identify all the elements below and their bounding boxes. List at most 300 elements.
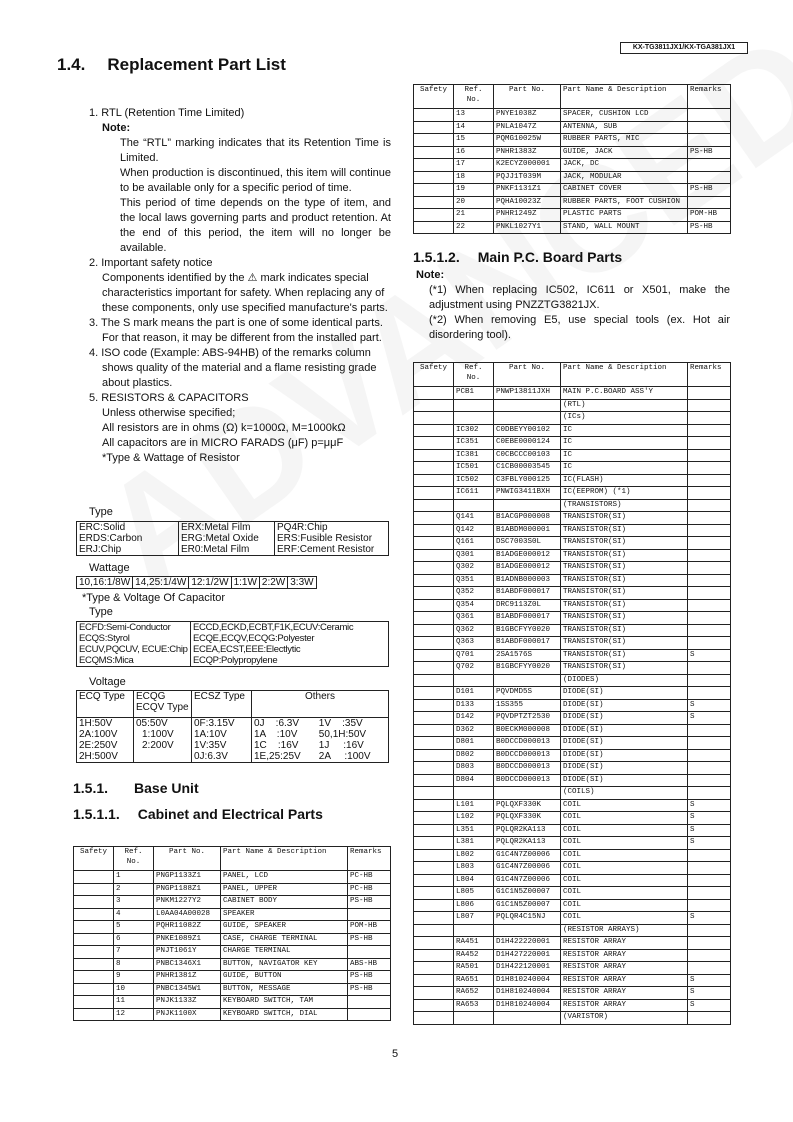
cell-description: (RESISTOR ARRAYS) [561, 924, 688, 937]
cell-safety [414, 159, 454, 172]
cell-description: BUTTON, NAVIGATOR KEY [221, 958, 348, 971]
cell-remarks [688, 487, 731, 500]
table-row [414, 899, 731, 912]
cell-remarks: PC-HB [348, 871, 391, 884]
cell-ref: RA501 [454, 962, 494, 975]
cell-description: (DIODES) [561, 674, 688, 687]
cell-remarks [688, 587, 731, 600]
col-ref: Ref. No. [454, 85, 494, 109]
cell-safety [414, 209, 454, 222]
cell-part-no: B0ECKM000008 [494, 724, 561, 737]
cell-safety [414, 887, 454, 900]
cell-part-no: PNHR1383Z [494, 146, 561, 159]
cell-remarks: S [688, 649, 731, 662]
cell-ref: D802 [454, 749, 494, 762]
cell-part-no: PQHA10023Z [494, 196, 561, 209]
cell-ref: 13 [454, 109, 494, 122]
cell-safety [414, 449, 454, 462]
table-row [414, 974, 731, 987]
cell-description: TRANSISTOR(SI) [561, 662, 688, 675]
cell-remarks [688, 134, 731, 147]
cell-ref: 5 [114, 921, 154, 934]
cell-remarks [688, 549, 731, 562]
base-unit-heading [73, 780, 199, 796]
cell-part-no: B1GBCFYY0020 [494, 624, 561, 637]
cell-ref [454, 412, 494, 425]
table-row [414, 574, 731, 587]
voltage-col: 0J :6.3V 1A :10V 1C :16V 1E,25:25V [252, 718, 317, 763]
cell-ref: 7 [114, 946, 154, 959]
cell-description: DIODE(SI) [561, 699, 688, 712]
cell-remarks [688, 462, 731, 475]
table-row [414, 999, 731, 1012]
cell-description: COIL [561, 849, 688, 862]
cell-ref: D362 [454, 724, 494, 737]
table-row [414, 612, 731, 625]
table-row [414, 774, 731, 787]
cell-remarks: POM-HB [688, 209, 731, 222]
cell-description: COIL [561, 837, 688, 850]
table-row [414, 537, 731, 550]
table-row [414, 449, 731, 462]
cell-remarks [688, 962, 731, 975]
cell-part-no: B1ABDF000017 [494, 612, 561, 625]
cell-safety [414, 674, 454, 687]
cell-safety [414, 862, 454, 875]
cell-ref: IC502 [454, 474, 494, 487]
heading-number: 1.5.1. [73, 780, 109, 796]
section-heading [57, 55, 286, 75]
cell-part-no: G1C1N5Z00007 [494, 887, 561, 900]
cell-ref: L351 [454, 824, 494, 837]
cell-remarks: PS-HB [688, 184, 731, 197]
cell-description: COIL [561, 812, 688, 825]
cell-remarks: PS-HB [348, 983, 391, 996]
cell-ref: D801 [454, 737, 494, 750]
cell-description: COIL [561, 862, 688, 875]
table-row [414, 134, 731, 147]
cell-description: TRANSISTOR(SI) [561, 537, 688, 550]
cell-description: RUBBER PARTS, FOOT CUSHION [561, 196, 688, 209]
cell-remarks: ABS-HB [348, 958, 391, 971]
table-row [74, 896, 391, 909]
cell-remarks [688, 687, 731, 700]
cell-ref: Q354 [454, 599, 494, 612]
cell-description: DIODE(SI) [561, 712, 688, 725]
table-row [414, 437, 731, 450]
cell-description: IC [561, 449, 688, 462]
table-row [414, 949, 731, 962]
cell-safety [414, 549, 454, 562]
cell-remarks: S [688, 824, 731, 837]
table-row [414, 412, 731, 425]
cell-safety [414, 749, 454, 762]
resistor-type-col: ERX:Metal Film ERG:Metal Oxide ER0:Metal Film [179, 522, 275, 556]
cell-remarks: PS-HB [348, 933, 391, 946]
capacitor-type-right: ECCD,ECKD,ECBT,F1K,ECUV:Ceramic ECQE,ECQV,ECQG:Polyester ECEA,ECST,EEE:Electlytic ECQP:Polypropylene [191, 622, 389, 667]
cell-description: CASE, CHARGE TERMINAL [221, 933, 348, 946]
cell-ref: 1 [114, 871, 154, 884]
cell-description: CHARGE TERMINAL [221, 946, 348, 959]
note-line: (*2) When removing E5, use special tools (ex. Hot air disordering tool). [429, 314, 730, 341]
cell-part-no: B0DCCD000013 [494, 774, 561, 787]
col-part: Part No. [154, 847, 221, 871]
table-row [414, 699, 731, 712]
cell-description: CABINET BODY [221, 896, 348, 909]
cell-remarks: S [688, 837, 731, 850]
cell-description: (COILS) [561, 787, 688, 800]
table-row [414, 487, 731, 500]
cell-safety [414, 649, 454, 662]
voltage-col: 1H:50V 2A:100V 2E:250V 2H:500V [77, 718, 134, 763]
cell-description: IC(FLASH) [561, 474, 688, 487]
cell-remarks: S [688, 799, 731, 812]
cell-safety [74, 883, 114, 896]
voltage-header: ECSZ Type [192, 691, 252, 718]
table-row [414, 937, 731, 950]
heading-number: 1.5.1.2. [413, 249, 460, 265]
cell-part-no: PQLQR2KA113 [494, 837, 561, 850]
cell-safety [414, 462, 454, 475]
cell-remarks [688, 524, 731, 537]
cell-safety [414, 899, 454, 912]
table-row [414, 121, 731, 134]
cell-ref [454, 787, 494, 800]
cell-remarks [688, 537, 731, 550]
cell-description: (TRANSISTORS) [561, 499, 688, 512]
cell-safety [74, 933, 114, 946]
cell-safety [414, 437, 454, 450]
table-row [74, 1008, 391, 1021]
cell-part-no: PNHR1381Z [154, 971, 221, 984]
table-row [414, 749, 731, 762]
cell-description: RESISTOR ARRAY [561, 974, 688, 987]
cell-safety [414, 524, 454, 537]
cell-safety [414, 662, 454, 675]
cell-ref: Q301 [454, 549, 494, 562]
cell-description: DIODE(SI) [561, 774, 688, 787]
cell-description: IC(EEPROM) (*1) [561, 487, 688, 500]
cell-remarks [348, 1008, 391, 1021]
cell-ref: RA452 [454, 949, 494, 962]
cell-remarks [688, 562, 731, 575]
note-1-title: 1. RTL (Retention Time Limited) [89, 107, 245, 119]
cell-ref: L803 [454, 862, 494, 875]
cell-description: RUBBER PARTS, MIC [561, 134, 688, 147]
voltage-col: 05:50V 1:100V 2:200V [134, 718, 192, 763]
cell-ref: 18 [454, 171, 494, 184]
table-row [414, 624, 731, 637]
cell-remarks [688, 574, 731, 587]
cell-ref [454, 674, 494, 687]
cell-remarks [688, 662, 731, 675]
cell-remarks [688, 787, 731, 800]
col-remarks: Remarks [348, 847, 391, 871]
table-row [74, 946, 391, 959]
voltage-label: Voltage [89, 676, 126, 688]
cell-part-no: B0DCCD000013 [494, 749, 561, 762]
cell-part-no: PQLQR4C15NJ [494, 912, 561, 925]
cell-part-no: B0DCCD000013 [494, 737, 561, 750]
table-row [414, 812, 731, 825]
cell-safety [414, 412, 454, 425]
cell-ref: 10 [114, 983, 154, 996]
wattage-cell: 14,25:1/4W [133, 577, 189, 589]
cell-safety [74, 1008, 114, 1021]
cell-safety [414, 799, 454, 812]
cell-description: COIL [561, 874, 688, 887]
cell-ref: Q141 [454, 512, 494, 525]
cell-remarks: S [688, 974, 731, 987]
cell-part-no: PNKM1227Y2 [154, 896, 221, 909]
cell-safety [414, 699, 454, 712]
table-row [414, 824, 731, 837]
cell-part-no: PNBC1346X1 [154, 958, 221, 971]
cell-description: IC [561, 462, 688, 475]
note-label: Note: [416, 269, 445, 281]
cell-description: TRANSISTOR(SI) [561, 587, 688, 600]
table-row [414, 987, 731, 1000]
cell-description: DIODE(SI) [561, 749, 688, 762]
cell-safety [414, 874, 454, 887]
table-row [414, 837, 731, 850]
table-row [74, 921, 391, 934]
cell-safety [414, 184, 454, 197]
cell-ref: 19 [454, 184, 494, 197]
cell-description: COIL [561, 887, 688, 900]
main-pcb-note [416, 268, 730, 343]
cell-description: BUTTON, MESSAGE [221, 983, 348, 996]
cell-part-no [494, 412, 561, 425]
cell-ref: 6 [114, 933, 154, 946]
cell-remarks [688, 1012, 731, 1025]
col-remarks: Remarks [688, 85, 731, 109]
cell-part-no: D1H422120001 [494, 962, 561, 975]
table-row [414, 687, 731, 700]
cell-part-no [494, 399, 561, 412]
resistor-type-col: PQ4R:Chip ERS:Fusible Resistor ERF:Cement Resistor [275, 522, 389, 556]
note-5-title: 5. RESISTORS & CAPACITORS [89, 392, 249, 404]
cell-remarks [688, 724, 731, 737]
cell-description: COIL [561, 824, 688, 837]
section-number: 1.4. [57, 55, 86, 74]
cell-remarks [348, 996, 391, 1009]
heading-title: Base Unit [134, 780, 199, 796]
table-row [414, 599, 731, 612]
table-row [414, 549, 731, 562]
cell-ref: L102 [454, 812, 494, 825]
cell-remarks [688, 887, 731, 900]
cell-description: PLASTIC PARTS [561, 209, 688, 222]
cell-part-no [494, 1012, 561, 1025]
cell-safety [414, 121, 454, 134]
cell-safety [414, 474, 454, 487]
cell-safety [414, 962, 454, 975]
main-pcb-heading [413, 249, 622, 265]
cell-ref: 9 [114, 971, 154, 984]
cell-remarks [688, 762, 731, 775]
cell-safety [414, 949, 454, 962]
cell-ref [454, 924, 494, 937]
cell-part-no: G1C4N7Z00006 [494, 862, 561, 875]
table-row [414, 512, 731, 525]
cell-part-no: D1H427220001 [494, 949, 561, 962]
cell-ref: IC351 [454, 437, 494, 450]
cell-ref: 8 [114, 958, 154, 971]
cell-part-no [494, 674, 561, 687]
cell-part-no: G1C4N7Z00006 [494, 849, 561, 862]
cell-part-no [494, 787, 561, 800]
cell-ref: 12 [114, 1008, 154, 1021]
page-number: 5 [392, 1048, 399, 1060]
cell-safety [74, 946, 114, 959]
cell-ref: D101 [454, 687, 494, 700]
cell-description: COIL [561, 912, 688, 925]
cell-part-no: C0DBEYY00102 [494, 424, 561, 437]
section-title: Replacement Part List [107, 55, 286, 74]
voltage-col: 0F:3.15V 1A:10V 1V:35V 0J:6.3V [192, 718, 252, 763]
cell-part-no: K2ECYZ000001 [494, 159, 561, 172]
cell-ref: Q363 [454, 637, 494, 650]
cell-part-no: DSC7003S0L [494, 537, 561, 550]
cell-remarks [688, 474, 731, 487]
cell-remarks [348, 908, 391, 921]
cell-description: SPACER, CUSHION LCD [561, 109, 688, 122]
table-row [414, 159, 731, 172]
cell-part-no: PNJK1100X [154, 1008, 221, 1021]
cell-part-no: D1H810240004 [494, 999, 561, 1012]
cell-remarks [688, 196, 731, 209]
col-remarks: Remarks [688, 363, 731, 387]
cell-remarks: POM-HB [348, 921, 391, 934]
table-row [414, 649, 731, 662]
cell-part-no: PQMG10025W [494, 134, 561, 147]
cell-description: STAND, WALL MOUNT [561, 221, 688, 234]
cell-description: IC [561, 424, 688, 437]
cell-part-no: C1CB00003545 [494, 462, 561, 475]
rtl-line: The “RTL” marking indicates that its Retention Time is Limited. [120, 137, 391, 164]
cell-safety [414, 574, 454, 587]
cell-part-no: B1GBCFYY0020 [494, 662, 561, 675]
cell-part-no: PQLQXF330K [494, 799, 561, 812]
cell-ref: RA651 [454, 974, 494, 987]
voltage-col: 1V :35V 50,1H:50V 1J :16V 2A :100V [317, 718, 389, 763]
table-row [414, 221, 731, 234]
cell-description: TRANSISTOR(SI) [561, 512, 688, 525]
cell-part-no: B0DCCD000013 [494, 762, 561, 775]
cell-ref: IC302 [454, 424, 494, 437]
table-row [414, 171, 731, 184]
cabinet-parts-table-cont [413, 84, 731, 234]
cell-description: KEYBOARD SWITCH, DIAL [221, 1008, 348, 1021]
cell-part-no: C3FBLY000125 [494, 474, 561, 487]
cell-ref: Q361 [454, 612, 494, 625]
table-row [74, 983, 391, 996]
cell-ref: L805 [454, 887, 494, 900]
cell-part-no: PQJJ1T039M [494, 171, 561, 184]
cell-ref: 16 [454, 146, 494, 159]
cell-description: GUIDE, BUTTON [221, 971, 348, 984]
table-row [414, 524, 731, 537]
cell-ref: 21 [454, 209, 494, 222]
cell-part-no: B1ABDM000001 [494, 524, 561, 537]
col-desc: Part Name & Description [561, 85, 688, 109]
table-row [74, 883, 391, 896]
cell-remarks [688, 424, 731, 437]
cell-ref: IC501 [454, 462, 494, 475]
cell-description: TRANSISTOR(SI) [561, 624, 688, 637]
cell-description: PANEL, UPPER [221, 883, 348, 896]
cell-part-no: PQLQR2KA113 [494, 824, 561, 837]
cell-ref: IC611 [454, 487, 494, 500]
cell-part-no: B1ABDF000017 [494, 587, 561, 600]
cell-safety [74, 996, 114, 1009]
cell-remarks: S [688, 912, 731, 925]
cell-ref: Q142 [454, 524, 494, 537]
voltage-header: ECQG ECQV Type [134, 691, 192, 718]
table-row [414, 209, 731, 222]
cell-part-no: D1H810240004 [494, 987, 561, 1000]
cell-remarks [688, 924, 731, 937]
cell-ref: Q161 [454, 537, 494, 550]
cell-remarks [688, 159, 731, 172]
resistor-type-table [76, 521, 389, 556]
cell-ref: RA653 [454, 999, 494, 1012]
table-row [414, 146, 731, 159]
cell-part-no: PQLQXF330K [494, 812, 561, 825]
cell-part-no: 1SS355 [494, 699, 561, 712]
cell-ref: RA652 [454, 987, 494, 1000]
cell-part-no: DRC9113Z0L [494, 599, 561, 612]
cell-ref [454, 499, 494, 512]
cell-remarks [688, 387, 731, 400]
cabinet-parts-table [73, 846, 391, 1021]
cell-part-no: PQHR11082Z [154, 921, 221, 934]
wattage-cell: 10,16:1/8W [77, 577, 133, 589]
col-part: Part No. [494, 85, 561, 109]
cell-remarks [688, 899, 731, 912]
cell-part-no: G1C1N5Z00007 [494, 899, 561, 912]
cell-remarks [688, 749, 731, 762]
cell-ref: 22 [454, 221, 494, 234]
cell-description: SPEAKER [221, 908, 348, 921]
cell-ref: D142 [454, 712, 494, 725]
cell-description: TRANSISTOR(SI) [561, 574, 688, 587]
table-row [414, 924, 731, 937]
cell-remarks [688, 121, 731, 134]
table-row [414, 712, 731, 725]
col-ref: Ref. No. [114, 847, 154, 871]
col-desc: Part Name & Description [221, 847, 348, 871]
cell-part-no: PNBC1345W1 [154, 983, 221, 996]
cell-part-no: L0AA04A00028 [154, 908, 221, 921]
cell-description: ANTENNA, SUB [561, 121, 688, 134]
cell-description: PANEL, LCD [221, 871, 348, 884]
note-4: 4. ISO code (Example: ABS-94HB) of the remarks column shows quality of the material and a flame resisting grade about plastics. [89, 347, 377, 389]
cell-ref: D804 [454, 774, 494, 787]
document-code: KX-TG3811JX1/KX-TGA381JX1 [620, 42, 748, 54]
cell-description: JACK, DC [561, 159, 688, 172]
table-row [414, 737, 731, 750]
cell-remarks [348, 946, 391, 959]
cell-ref: Q701 [454, 649, 494, 662]
col-desc: Part Name & Description [561, 363, 688, 387]
table-row [74, 908, 391, 921]
cell-remarks [688, 937, 731, 950]
cell-safety [414, 562, 454, 575]
rtl-line: When production is discontinued, this item will continue to be available only for a specific period of time. [120, 167, 391, 194]
cell-ref: 14 [454, 121, 494, 134]
